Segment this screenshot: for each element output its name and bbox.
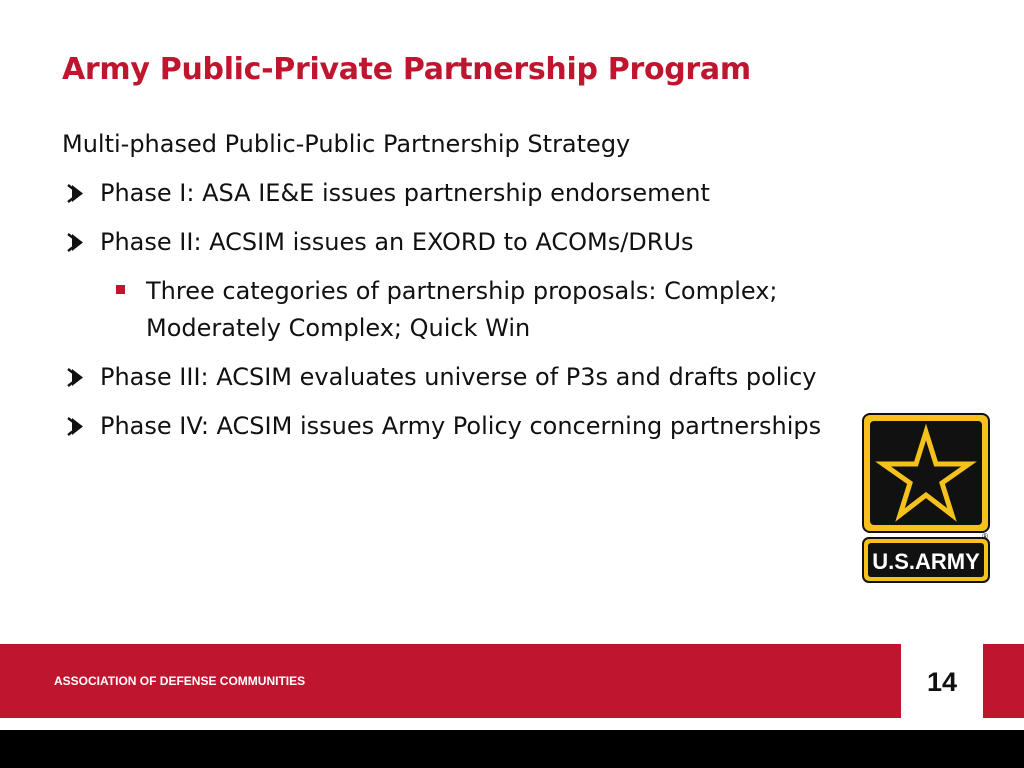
bullet-phase-2 (62, 224, 862, 261)
sub-bullet-text: Three categories of partnership proposals: Complex; Moderately Complex; Quick Win (146, 277, 778, 342)
intro-line: Multi-phased Public-Public Partnership Strategy (62, 130, 631, 158)
bottom-black-strip (0, 730, 1024, 768)
bullet-text: Phase IV: ACSIM issues Army Policy concerning partnerships (100, 412, 822, 440)
page-number: 14 (926, 667, 958, 697)
logo-text: U.S.ARMY (872, 549, 980, 574)
us-army-logo (861, 412, 991, 584)
slide-title: Army Public-Private Partnership Program (62, 52, 751, 87)
bullet-phase-1 (62, 175, 862, 212)
arrow-bullet-icon (64, 408, 86, 445)
registered-mark: ® (982, 532, 988, 541)
arrow-bullet-icon (64, 175, 86, 212)
footer-divider (0, 718, 1024, 730)
bullet-text: Phase III: ACSIM evaluates universe of P3s and drafts policy (100, 363, 817, 391)
sub-bullet-categories (62, 273, 862, 347)
slide-body (62, 126, 862, 457)
bullet-phase-4 (62, 408, 862, 445)
arrow-bullet-icon (64, 359, 86, 396)
bullet-text: Phase I: ASA IE&E issues partnership endorsement (100, 179, 710, 207)
footer-organization: ASSOCIATION OF DEFENSE COMMUNITIES (54, 674, 306, 688)
arrow-bullet-icon (64, 224, 86, 261)
bullet-phase-3 (62, 359, 862, 396)
bullet-text: Phase II: ACSIM issues an EXORD to ACOMs/DRUs (100, 228, 694, 256)
square-bullet-icon (116, 285, 125, 294)
